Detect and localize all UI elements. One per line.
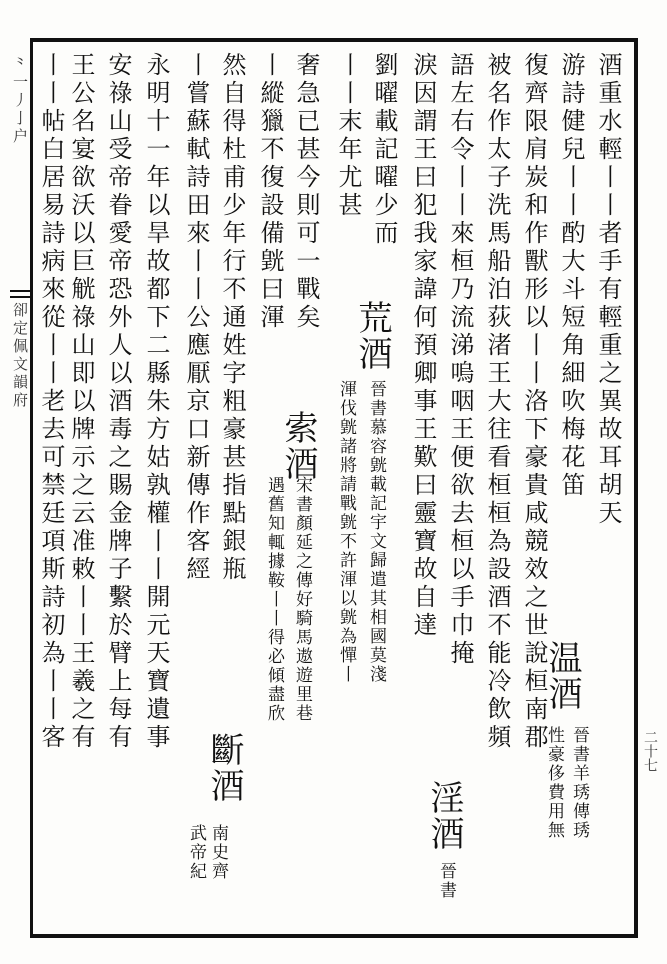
fold-line-bottom	[10, 296, 32, 298]
heading-duan-jiu: 斷酒	[204, 732, 244, 804]
text-column-16: 丨丨帖白居易詩病來從丨丨老去可禁廷項斯詩初為丨丨客	[37, 52, 65, 752]
heading-yin-jiu: 淫酒	[424, 780, 464, 852]
text-column-6: 淚因謂王曰犯我家諱何預卿事王歎曰靈寶故自達	[409, 52, 437, 640]
text-column-12: 丨嘗蘇軾詩田來丨丨公應厭京口新傳作客經	[182, 52, 210, 584]
suo-jiu-note-2: 遇舊知輒據鞍丨丨得必傾盡欣	[264, 476, 284, 723]
text-column-14: 安祿山受帝眷愛帝恐外人以酒毒之賜金牌子繫於臂上每有	[104, 52, 132, 752]
text-column-1: 酒重水輕丨丨者手有輕重之異故耳胡天	[594, 52, 622, 528]
duan-jiu-note-1: 南史齊	[208, 824, 228, 881]
heading-huang-jiu: 荒酒	[352, 300, 392, 372]
suo-jiu-note-1: 宋書顏延之傳好騎馬遨遊里巷	[292, 476, 312, 723]
yin-jiu-note: 晉書	[436, 862, 456, 900]
duan-jiu-note-2: 武帝紀	[186, 824, 206, 881]
text-column-10: 丨縱獵不復設備皝曰渾	[256, 52, 284, 332]
top-border-rule	[30, 38, 636, 42]
folio-number: 二十七	[642, 730, 658, 772]
text-column-13: 永明十一年以旱故都下二縣朱方姑孰權丨丨開元天寶遺事	[142, 52, 170, 752]
right-border-rule	[634, 38, 638, 938]
huang-jiu-note-1: 晉書慕容皝載記宇文歸遣其相國莫淺	[366, 380, 386, 684]
text-column-3: 復齊限肩炭和作獸形以丨丨洛下豪貴咸競效之世說桓南郡	[520, 52, 548, 752]
text-column-11: 然自得杜甫少年行不通姓字粗豪甚指點銀瓶	[218, 52, 246, 584]
text-column-8: 丨丨末年尤甚	[334, 52, 362, 220]
heading-wen-jiu: 温酒	[542, 640, 582, 712]
margin-top-marks: ⺀⼀⼃⼅⼾	[11, 56, 29, 146]
wen-jiu-note-2: 性豪侈費用無	[544, 726, 564, 840]
huang-jiu-note-2: 渾伐皝諸將請戰皝不許渾以皝為憚丨	[336, 380, 356, 684]
text-column-15: 王公名宴欲沃以巨觥祿山即以牌示之云准敕丨丨王羲之有	[67, 52, 95, 752]
wen-jiu-note-1: 晉書羊琇傳琇	[569, 726, 589, 840]
text-column-7: 劉曜載記曜少而	[370, 52, 398, 248]
text-column-2: 游詩健兒丨丨酌大斗短角細吹梅花笛	[557, 52, 585, 500]
margin-book-title: 卻定佩文韻府	[11, 302, 29, 410]
text-column-5: 語左右令丨丨來桓乃流涕嗚咽王便欲去桓以手巾掩	[446, 52, 474, 668]
text-column-9: 奢急已甚今則可一戰矣	[292, 52, 320, 332]
fold-line-top	[10, 290, 32, 292]
text-column-4: 被名作太子洗馬船泊荻渚王大往看桓桓為設酒不能冷飲頻	[483, 52, 511, 752]
heading-suo-jiu: 索酒	[278, 410, 318, 482]
bottom-border-rule	[30, 934, 636, 938]
